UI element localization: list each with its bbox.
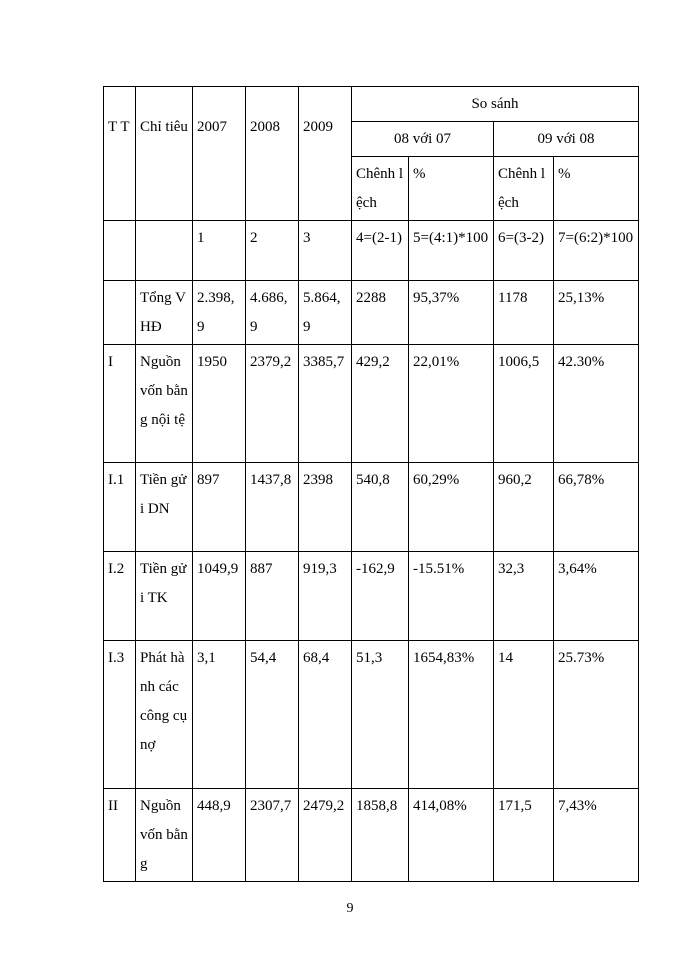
index-cell: 1 [193,221,246,281]
row-tt: II [104,789,136,882]
cell-diff-08-07: 51,3 [352,641,409,789]
cell-pct-08-07: 414,08% [409,789,494,882]
index-cell: 3 [299,221,352,281]
cell-diff-09-08: 1178 [494,281,554,345]
cell-2008: 1437,8 [246,463,299,552]
cell-pct-09-08: 7,43% [554,789,639,882]
header-so-sanh: So sánh [352,87,639,122]
cell-pct-08-07: -15.51% [409,552,494,641]
cell-pct-09-08: 42.30% [554,345,639,463]
cell-2008: 2379,2 [246,345,299,463]
cell-2009: 3385,7 [299,345,352,463]
cell-2009: 919,3 [299,552,352,641]
index-cell [104,221,136,281]
cell-2009: 2398 [299,463,352,552]
header-chenh-lech-2: Chênh lệch [494,157,554,221]
table-row [104,281,639,345]
cell-2008: 887 [246,552,299,641]
table-row [104,463,639,552]
data-table [103,86,639,882]
row-name: Nguồn vốn bằng nội tệ [136,345,193,463]
cell-diff-08-07: 1858,8 [352,789,409,882]
row-tt: I [104,345,136,463]
table-row [104,552,639,641]
row-name: Tổng VHĐ [136,281,193,345]
cell-diff-09-08: 32,3 [494,552,554,641]
index-cell: 7=(6:2)*100 [554,221,639,281]
table-row [104,641,639,789]
cell-diff-08-07: 429,2 [352,345,409,463]
cell-2007: 2.398,9 [193,281,246,345]
row-tt: I.1 [104,463,136,552]
header-08-vs-07: 08 với 07 [352,122,494,157]
row-name: Nguồn vốn bằng [136,789,193,882]
header-chenh-lech-1: Chênh lệch [352,157,409,221]
index-cell: 6=(3-2) [494,221,554,281]
header-pct-1: % [409,157,494,221]
cell-2009: 2479,2 [299,789,352,882]
cell-pct-09-08: 25,13% [554,281,639,345]
cell-diff-09-08: 960,2 [494,463,554,552]
header-pct-2: % [554,157,639,221]
header-chi-tieu: Chỉ tiêu [136,87,193,221]
header-2007: 2007 [193,87,246,221]
table-row [104,345,639,463]
row-name: Phát hành các công cụ nợ [136,641,193,789]
cell-pct-08-07: 95,37% [409,281,494,345]
index-cell [136,221,193,281]
index-cell: 2 [246,221,299,281]
header-09-vs-08: 09 với 08 [494,122,639,157]
cell-2007: 897 [193,463,246,552]
cell-pct-08-07: 1654,83% [409,641,494,789]
cell-diff-08-07: 540,8 [352,463,409,552]
cell-pct-09-08: 66,78% [554,463,639,552]
row-name: Tiền gửi TK [136,552,193,641]
cell-2008: 2307,7 [246,789,299,882]
cell-2007: 3,1 [193,641,246,789]
cell-2009: 5.864,9 [299,281,352,345]
cell-diff-09-08: 14 [494,641,554,789]
cell-pct-08-07: 60,29% [409,463,494,552]
cell-2008: 54,4 [246,641,299,789]
cell-2008: 4.686,9 [246,281,299,345]
table-row [104,789,639,882]
header-tt: T T [104,87,136,221]
index-row [104,221,639,281]
cell-diff-08-07: -162,9 [352,552,409,641]
index-cell: 4=(2-1) [352,221,409,281]
row-tt: I.3 [104,641,136,789]
row-name: Tiền gửi DN [136,463,193,552]
row-tt: I.2 [104,552,136,641]
cell-2007: 448,9 [193,789,246,882]
cell-2009: 68,4 [299,641,352,789]
row-tt [104,281,136,345]
cell-pct-08-07: 22,01% [409,345,494,463]
page-number: 9 [346,901,354,916]
header-2008: 2008 [246,87,299,221]
cell-diff-09-08: 171,5 [494,789,554,882]
header-2009: 2009 [299,87,352,221]
cell-pct-09-08: 3,64% [554,552,639,641]
cell-diff-09-08: 1006,5 [494,345,554,463]
cell-2007: 1049,9 [193,552,246,641]
cell-2007: 1950 [193,345,246,463]
index-cell: 5=(4:1)*100 [409,221,494,281]
cell-diff-08-07: 2288 [352,281,409,345]
cell-pct-09-08: 25.73% [554,641,639,789]
